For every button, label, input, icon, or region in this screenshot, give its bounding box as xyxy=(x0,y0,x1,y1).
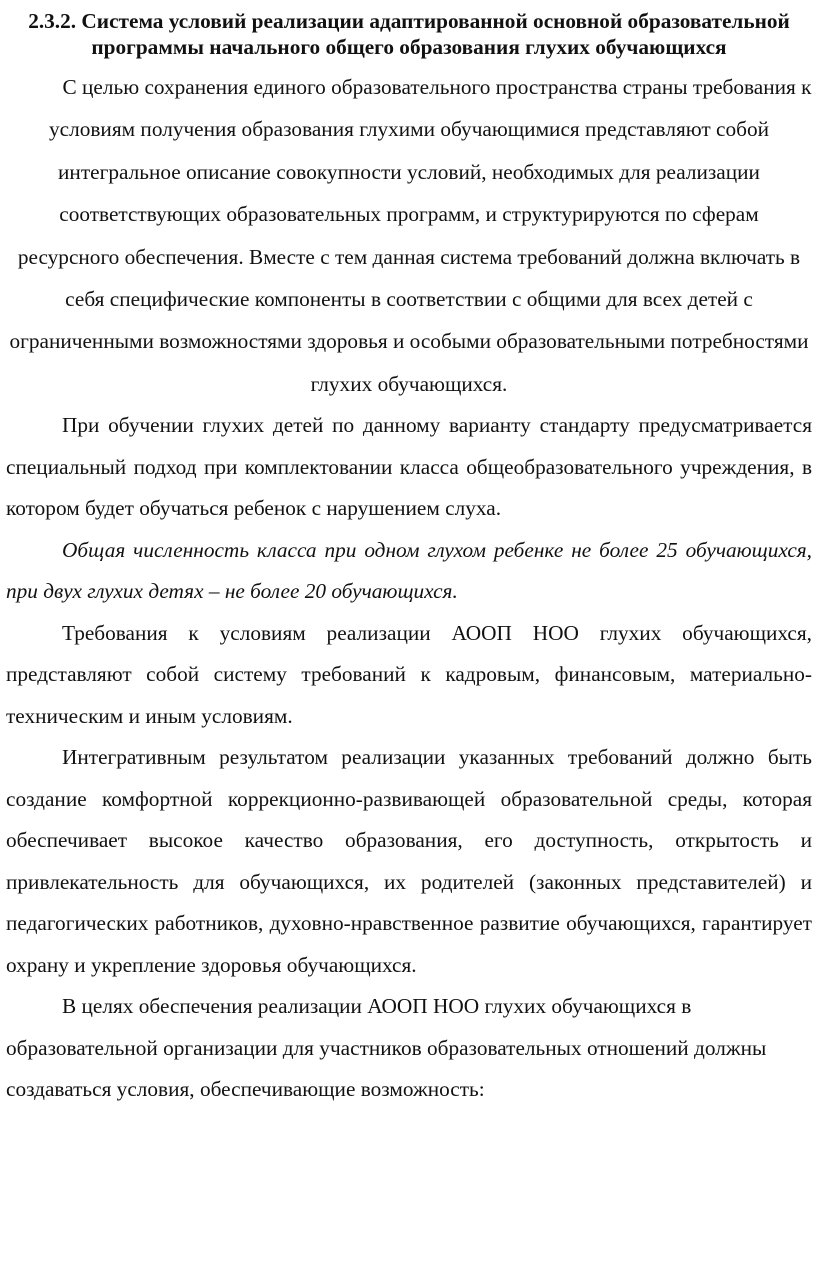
paragraph-intro: С целью сохранения единого образовательного пространства страны требования к условиям получения образования глухими обучающимися представляют собой интегральное описание совокупности условий, необходимых для реализации соответствующих образовательных программ, и структурируются по сферам ресурсного обеспечения. Вместе с тем данная система требований должна включать в себя специфические компоненты в соответствии с общими для всех детей с ограниченными возможностями здоровья и особыми образовательными потребностями глухих обучающихся. xyxy=(9,75,812,396)
paragraph-special-approach: При обучении глухих детей по данному варианту стандарту предусматривается специальный подход при комплектовании класса общеобразовательного учреждения, в котором будет обучаться ребенок с нарушением слуха. xyxy=(6,413,812,521)
paragraph-class-size: Общая численность класса при одном глухом ребенке не более 25 обучающихся, при двух глухих детях – не более 20 обучающихся. xyxy=(6,537,812,604)
section-heading: 2.3.2. Система условий реализации адаптированной основной образовательной программы начального общего образования глухих обучающихся xyxy=(28,9,790,59)
paragraph-integrative-result: Интегративным результатом реализации указанных требований должно быть создание комфортной коррекционно-развивающей образовательной среды, которая обеспечивает высокое качество образования, его доступность, открытость и привлекательность для обучающихся, их родителей (законных представителей) и педагогических работников, духовно-нравственное развитие обучающихся, гарантирует охрану и укрепление здоровья обучающихся. xyxy=(6,745,812,977)
paragraph-conditions: В целях обеспечения реализации АООП НОО глухих обучающихся в образовательной организации для участников образовательных отношений должны создаваться условия, обеспечивающие возможность: xyxy=(6,994,767,1102)
document-page xyxy=(6,8,812,1111)
paragraph-requirements: Требования к условиям реализации АООП НОО глухих обучающихся, представляют собой систему требований к кадровым, финансовым, материально-техническим и иным условиям. xyxy=(6,620,812,728)
